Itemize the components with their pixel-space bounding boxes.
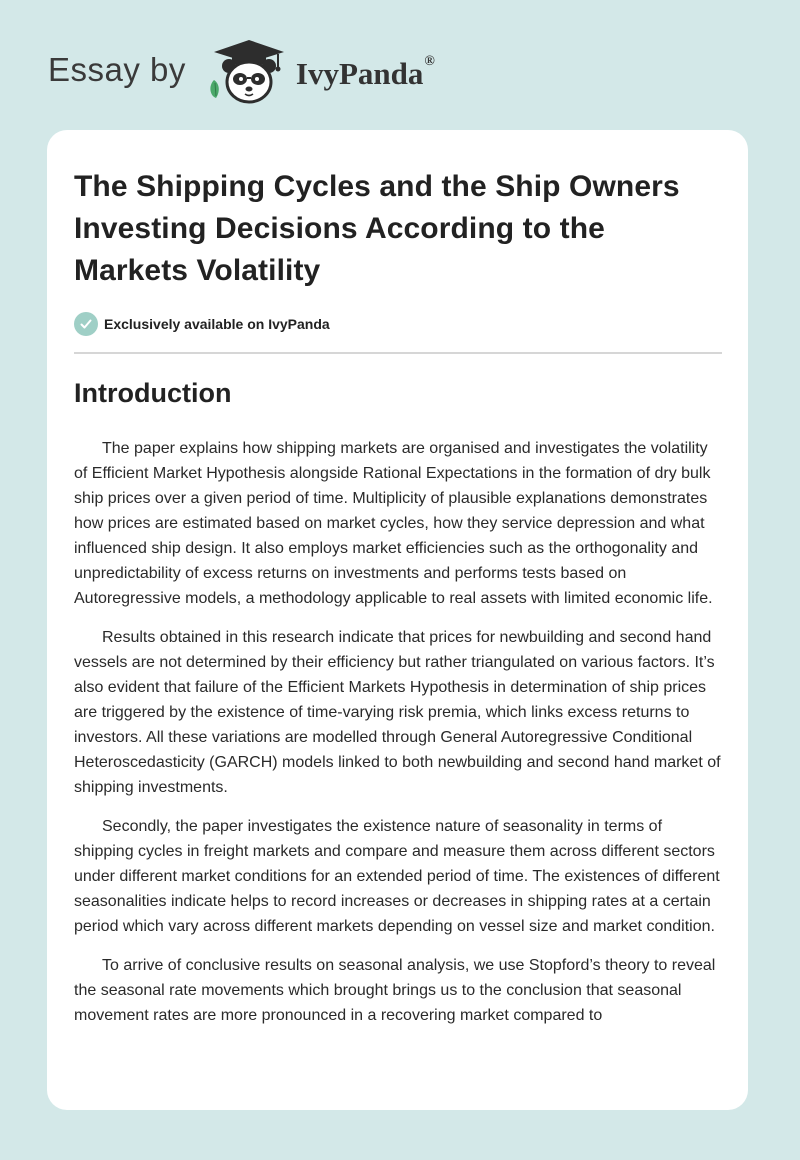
essay-card [47,130,748,1110]
brand-prefix: Essay by [48,51,186,88]
brand-logo[interactable] [48,36,435,106]
paragraph: Secondly, the paper investigates the existence nature of seasonality in terms of shipping cycles in freight markets and compare and measure them across different sectors under different market conditions for an extended period of time. The existences of different seasonalities indicate helps to record increases or decreases in shipping rates at a certain period which vary across different markets depending on vessel size and market condition. [74,818,720,935]
paragraph: Results obtained in this research indicate that prices for newbuilding and second hand vessels are not determined by their efficiency but rather triangulated on various factors. It’s also evident that failure of the Efficient Markets Hypothesis in determination of ship prices are triggered by the existence of time-varying risk premia, which links excess returns to investors. All these variations are modelled through General Autoregressive Conditional Heteroscedasticity (GARCH) models linked to both newbuilding and second hand market of shipping investments. [74,629,721,796]
panda-logo-icon [204,36,294,106]
brand-name [296,56,435,92]
exclusive-badge [74,312,722,354]
paragraph: To arrive of conclusive results on seasonal analysis, we use Stopford’s theory to reveal the seasonal rate movements which brought brings us to the conclusion that seasonal movement rates are more pronounced in a recovering market compared to [74,957,716,1024]
paragraph: The paper explains how shipping markets are organised and investigates the volatility of Efficient Market Hypothesis alongside Rational Expectations in the formation of dry bulk ship prices over a given period of time. Multiplicity of plausible explanations demonstrates how prices are estimated based on market cycles, how they service depression and what influenced ship design. It also employs market efficiencies such as the orthogonality and unpredictability of excess returns on investments and performs tests based on Autoregressive models, a methodology applicable to real assets with limited economic life. [74,440,713,607]
registered-mark: ® [424,54,435,69]
brand-name-text: IvyPanda [295,56,424,91]
essay-title: The Shipping Cycles and the Ship Owners Investing Decisions According to the Markets Volatility [74,170,680,287]
check-icon [74,312,98,336]
section-heading: Introduction [74,378,232,408]
exclusive-label: Exclusively available on IvyPanda [104,316,330,332]
